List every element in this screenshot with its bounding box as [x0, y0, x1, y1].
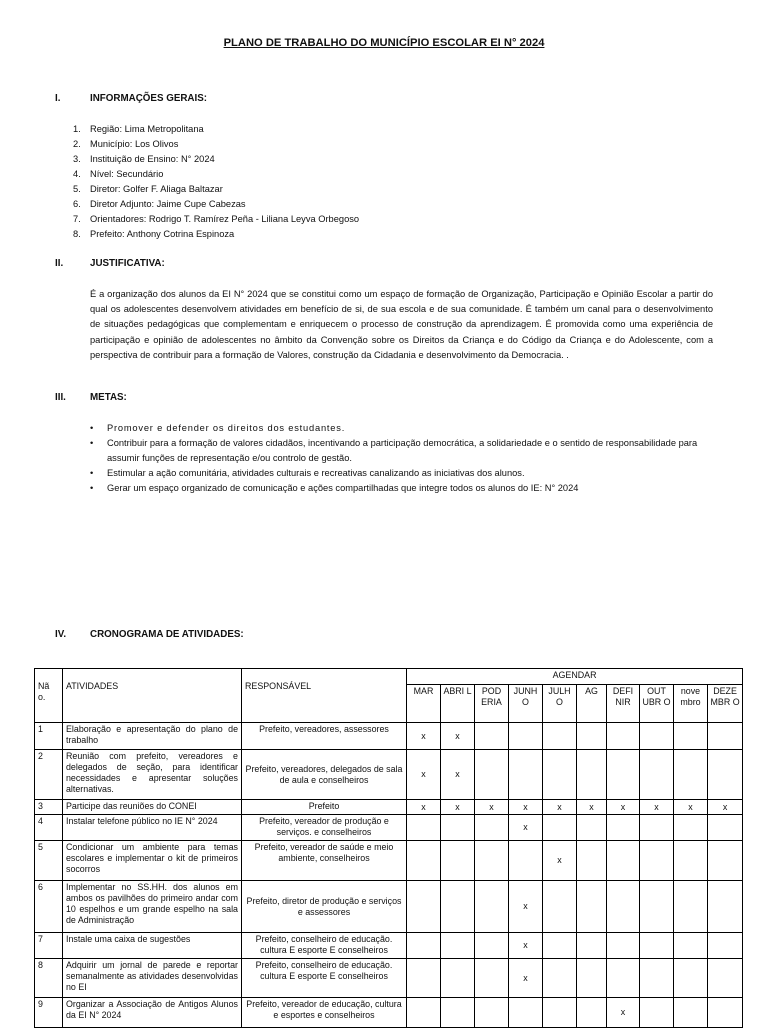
- schedule-mark-cell: [441, 998, 475, 1028]
- schedule-mark-cell: [640, 815, 674, 841]
- schedule-mark-cell: [543, 881, 577, 933]
- schedule-mark-cell: [577, 998, 607, 1028]
- schedule-mark-cell: x: [674, 800, 708, 815]
- responsible-cell: Prefeito, vereadores, delegados de sala de aula e conselheiros: [242, 750, 407, 800]
- justification-paragraph: É a organização dos alunos da EI N° 2024 que se constitui como um espaço de formação de Organização, Participação e Opinião Escolar a partir do qual os adolescentes desenvolvem atividades em benefício de si, de sua escola e de sua comunidade. É também um canal para o desenvolvimento de situações pedagógicas que complementam e enriquecem o processo de construção da aprendizagem. É promovida como uma experiência de participação e opinião de adolescentes no âmbito da Convenção sobre os Direitos da Criança e do Código da Criança e do Adolescente, com a perspectiva de contribuir para a formação de Valores, construção da Cidadania e desenvolvimento da Democracia. .: [90, 289, 713, 360]
- document-title: PLANO DE TRABALHO DO MUNICÍPIO ESCOLAR EI N° 2024: [223, 37, 545, 49]
- header-number: Nã o.: [35, 669, 63, 723]
- activity-cell: Instalar telefone público no IE N° 2024: [63, 815, 242, 841]
- schedule-mark-cell: x: [607, 998, 640, 1028]
- schedule-mark-cell: [475, 933, 509, 959]
- activity-cell: Participe das reuniões do CONEI: [63, 800, 242, 815]
- schedule-mark-cell: x: [441, 800, 475, 815]
- schedule-mark-cell: x: [607, 800, 640, 815]
- section-3-title: METAS:: [90, 392, 127, 403]
- responsible-cell: Prefeito: [242, 800, 407, 815]
- schedule-mark-cell: x: [509, 881, 543, 933]
- schedule-mark-cell: [441, 959, 475, 998]
- schedule-mark-cell: x: [475, 800, 509, 815]
- table-row: [35, 933, 743, 959]
- schedule-mark-cell: [509, 841, 543, 881]
- bullet-icon: •: [90, 423, 94, 433]
- table-row: [35, 750, 743, 800]
- activity-cell: Elaboração e apresentação do plano de trabalho: [63, 723, 242, 750]
- row-number: 3: [35, 800, 63, 815]
- goal-text: Contribuir para a formação de valores cidadãos, incentivando a participação democrática, a solidariedade e o sentido de responsabilidade para assumir funções de representação e/ou controlo de gestão.: [107, 438, 698, 463]
- responsible-cell: Prefeito, vereador de saúde e meio ambiente, conselheiros: [242, 841, 407, 881]
- row-number: 9: [35, 998, 63, 1028]
- schedule-mark-cell: x: [441, 750, 475, 800]
- section-2-number: II.: [55, 258, 64, 269]
- schedule-mark-cell: [577, 815, 607, 841]
- goals-list: [90, 421, 720, 496]
- goal-text: Promover e defender os direitos dos estudantes.: [107, 423, 346, 433]
- schedule-mark-cell: x: [407, 723, 441, 750]
- info-item-number: 1.: [73, 124, 81, 134]
- schedule-mark-cell: [708, 959, 743, 998]
- schedule-mark-cell: [475, 815, 509, 841]
- schedule-mark-cell: [674, 998, 708, 1028]
- info-item: [73, 197, 359, 212]
- section-4-number: IV.: [55, 629, 67, 640]
- info-item-text: Prefeito: Anthony Cotrina Espinoza: [90, 229, 235, 239]
- schedule-mark-cell: [640, 841, 674, 881]
- responsible-cell: Prefeito, diretor de produção e serviços e assessores: [242, 881, 407, 933]
- schedule-mark-cell: [674, 933, 708, 959]
- row-number: 6: [35, 881, 63, 933]
- table-row: [35, 881, 743, 933]
- schedule-mark-cell: [640, 750, 674, 800]
- header-responsible: RESPONSÁVEL: [242, 669, 407, 723]
- schedule-mark-cell: [674, 881, 708, 933]
- schedule-mark-cell: [607, 723, 640, 750]
- month-header: OUT UBR O: [640, 685, 674, 723]
- goal-item: [90, 481, 720, 496]
- schedule-mark-cell: x: [543, 841, 577, 881]
- schedule-mark-cell: x: [708, 800, 743, 815]
- schedule-mark-cell: [407, 815, 441, 841]
- schedule-mark-cell: x: [640, 800, 674, 815]
- schedule-mark-cell: [407, 933, 441, 959]
- schedule-mark-cell: [577, 959, 607, 998]
- info-item: [73, 227, 359, 242]
- schedule-mark-cell: [475, 750, 509, 800]
- info-item-text: Diretor Adjunto: Jaime Cupe Cabezas: [90, 199, 246, 209]
- schedule-mark-cell: [577, 881, 607, 933]
- responsible-cell: Prefeito, conselheiro de educação. cultura E esporte E conselheiros: [242, 959, 407, 998]
- month-header: DEZE MBR O: [708, 685, 743, 723]
- schedule-mark-cell: x: [509, 933, 543, 959]
- info-item-number: 3.: [73, 154, 81, 164]
- schedule-mark-cell: [441, 815, 475, 841]
- activity-cell: Implementar no SS.HH. dos alunos em ambos os pavilhões do primeiro andar com 10 espelhos e um grande espelho na sala de Administração: [63, 881, 242, 933]
- schedule-mark-cell: [509, 723, 543, 750]
- schedule-mark-cell: [475, 723, 509, 750]
- schedule-mark-cell: x: [509, 800, 543, 815]
- schedule-mark-cell: [441, 841, 475, 881]
- section-1-title: INFORMAÇÕES GERAIS:: [90, 93, 208, 104]
- schedule-mark-cell: x: [407, 750, 441, 800]
- schedule-mark-cell: [640, 998, 674, 1028]
- section-4-title: CRONOGRAMA DE ATIVIDADES:: [90, 629, 244, 640]
- table-row: [35, 841, 743, 881]
- responsible-cell: Prefeito, vereadores, assessores: [242, 723, 407, 750]
- schedule-mark-cell: [674, 723, 708, 750]
- schedule-mark-cell: [577, 750, 607, 800]
- schedule-mark-cell: [674, 750, 708, 800]
- schedule-mark-cell: [708, 841, 743, 881]
- schedule-mark-cell: [543, 933, 577, 959]
- schedule-mark-cell: [607, 750, 640, 800]
- schedule-mark-cell: [674, 959, 708, 998]
- schedule-mark-cell: [640, 933, 674, 959]
- month-header: JUNH O: [509, 685, 543, 723]
- info-item: [73, 212, 359, 227]
- info-item: [73, 167, 359, 182]
- goal-item: [90, 466, 720, 481]
- schedule-mark-cell: [577, 933, 607, 959]
- month-header: nove mbro: [674, 685, 708, 723]
- schedule-mark-cell: x: [543, 800, 577, 815]
- info-item-number: 2.: [73, 139, 81, 149]
- header-schedule: AGENDAR: [407, 669, 743, 685]
- info-item: [73, 152, 359, 167]
- row-number: 1: [35, 723, 63, 750]
- section-1-number: I.: [55, 93, 61, 104]
- schedule-mark-cell: [674, 841, 708, 881]
- schedule-mark-cell: [708, 881, 743, 933]
- schedule-mark-cell: [708, 750, 743, 800]
- schedule-mark-cell: x: [441, 723, 475, 750]
- schedule-mark-cell: x: [407, 800, 441, 815]
- info-item: [73, 182, 359, 197]
- info-item-number: 8.: [73, 229, 81, 239]
- row-number: 2: [35, 750, 63, 800]
- schedule-mark-cell: [640, 959, 674, 998]
- schedule-mark-cell: [577, 723, 607, 750]
- month-header: MAR: [407, 685, 441, 723]
- schedule-mark-cell: [475, 881, 509, 933]
- schedule-mark-cell: [407, 881, 441, 933]
- schedule-mark-cell: [441, 933, 475, 959]
- schedule-mark-cell: [640, 723, 674, 750]
- schedule-mark-cell: [607, 881, 640, 933]
- bullet-icon: •: [90, 483, 94, 493]
- schedule-mark-cell: [674, 815, 708, 841]
- bullet-icon: •: [90, 438, 94, 448]
- goal-text: Estimular a ação comunitária, atividades culturais e recreativas canalizando as iniciativas dos alunos.: [107, 468, 525, 478]
- schedule-mark-cell: [509, 750, 543, 800]
- schedule-mark-cell: [543, 723, 577, 750]
- info-item-number: 7.: [73, 214, 81, 224]
- table-row: [35, 723, 743, 750]
- month-header: DEFI NIR: [607, 685, 640, 723]
- row-number: 5: [35, 841, 63, 881]
- schedule-mark-cell: [708, 998, 743, 1028]
- activity-cell: Reunião com prefeito, vereadores e delegados de seção, para identificar necessidades e apresentar soluções alternativas.: [63, 750, 242, 800]
- schedule-mark-cell: [475, 998, 509, 1028]
- schedule-mark-cell: [475, 959, 509, 998]
- activity-cell: Condicionar um ambiente para temas escolares e implementar o kit de primeiros socorros: [63, 841, 242, 881]
- schedule-mark-cell: [607, 959, 640, 998]
- schedule-mark-cell: [407, 959, 441, 998]
- info-item-text: Nível: Secundário: [90, 169, 164, 179]
- schedule-mark-cell: x: [509, 959, 543, 998]
- activity-schedule-table: [34, 668, 743, 1028]
- table-row: [35, 800, 743, 815]
- goal-item: [90, 436, 720, 466]
- schedule-mark-cell: [607, 933, 640, 959]
- schedule-mark-cell: [543, 750, 577, 800]
- month-header: POD ERIA: [475, 685, 509, 723]
- info-item: [73, 122, 359, 137]
- schedule-mark-cell: [543, 815, 577, 841]
- schedule-mark-cell: [509, 998, 543, 1028]
- goal-item: [90, 421, 720, 436]
- schedule-mark-cell: [543, 998, 577, 1028]
- schedule-mark-cell: [407, 998, 441, 1028]
- month-header: AG: [577, 685, 607, 723]
- activity-cell: Instale uma caixa de sugestões: [63, 933, 242, 959]
- info-item-text: Instituição de Ensino: N° 2024: [90, 154, 215, 164]
- info-item-text: Região: Lima Metropolitana: [90, 124, 204, 134]
- schedule-mark-cell: x: [509, 815, 543, 841]
- table-row: [35, 959, 743, 998]
- row-number: 8: [35, 959, 63, 998]
- schedule-mark-cell: [407, 841, 441, 881]
- schedule-mark-cell: x: [577, 800, 607, 815]
- table-row: [35, 815, 743, 841]
- goal-text: Gerar um espaço organizado de comunicação e ações compartilhadas que integre todos os alunos do IE: N° 2024: [107, 483, 579, 493]
- schedule-mark-cell: [708, 815, 743, 841]
- schedule-mark-cell: [708, 723, 743, 750]
- row-number: 4: [35, 815, 63, 841]
- schedule-mark-cell: [577, 841, 607, 881]
- general-info-list: [73, 122, 359, 242]
- header-activities: ATIVIDADES: [63, 669, 242, 723]
- schedule-mark-cell: [607, 841, 640, 881]
- row-number: 7: [35, 933, 63, 959]
- info-item-number: 5.: [73, 184, 81, 194]
- schedule-mark-cell: [640, 881, 674, 933]
- activity-cell: Adquirir um jornal de parede e reportar semanalmente as atividades desenvolvidas no EI: [63, 959, 242, 998]
- info-item-text: Município: Los Olivos: [90, 139, 179, 149]
- schedule-mark-cell: [475, 841, 509, 881]
- info-item-number: 4.: [73, 169, 81, 179]
- activity-cell: Organizar a Associação de Antigos Alunos da EI N° 2024: [63, 998, 242, 1028]
- schedule-mark-cell: [607, 815, 640, 841]
- info-item-number: 6.: [73, 199, 81, 209]
- table-row: [35, 998, 743, 1028]
- section-2-title: JUSTIFICATIVA:: [90, 258, 165, 269]
- info-item-text: Orientadores: Rodrigo T. Ramírez Peña - Liliana Leyva Orbegoso: [90, 214, 360, 224]
- section-3-number: III.: [55, 392, 66, 403]
- info-item-text: Diretor: Golfer F. Aliaga Baltazar: [90, 184, 223, 194]
- bullet-icon: •: [90, 468, 94, 478]
- responsible-cell: Prefeito, vereador de educação, cultura e esportes e conselheiros: [242, 998, 407, 1028]
- schedule-mark-cell: [543, 959, 577, 998]
- month-header: JULH O: [543, 685, 577, 723]
- schedule-mark-cell: [441, 881, 475, 933]
- month-header: ABRI L: [441, 685, 475, 723]
- responsible-cell: Prefeito, vereador de produção e serviços. e conselheiros: [242, 815, 407, 841]
- info-item: [73, 137, 359, 152]
- responsible-cell: Prefeito, conselheiro de educação. cultura E esporte E conselheiros: [242, 933, 407, 959]
- schedule-mark-cell: [708, 933, 743, 959]
